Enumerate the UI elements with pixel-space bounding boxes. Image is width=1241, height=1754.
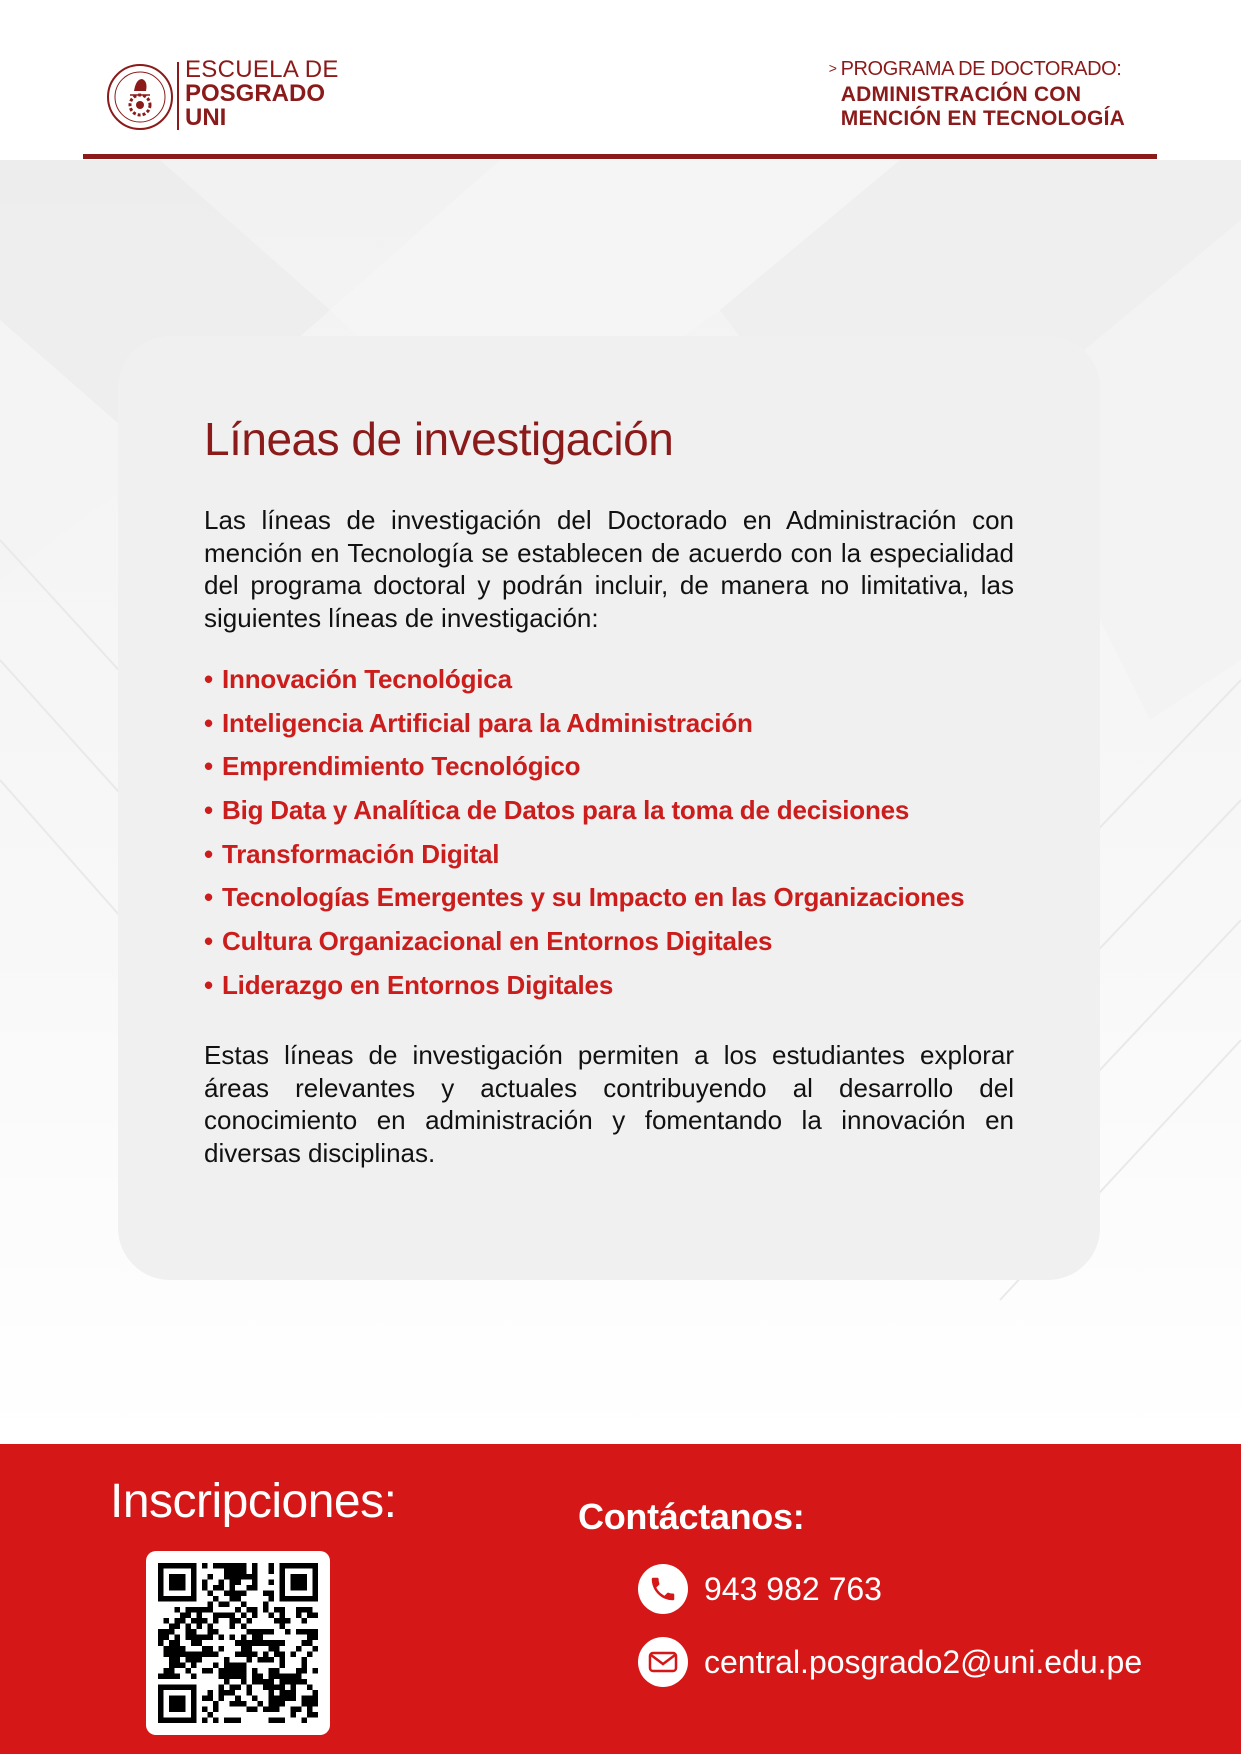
program-title-block [829,58,1125,131]
header [0,0,1241,160]
list-item: • Inteligencia Artificial para la Administración [204,702,964,746]
list-item: • Innovación Tecnológica [204,658,964,702]
logo-line-2: POSGRADO [185,80,326,107]
intro-paragraph: Las líneas de investigación del Doctorado en Administración con mención en Tecnología se establecen de acuerdo con la especialidad del programa doctoral y podrán incluir, de manera no limitativa, las siguientes líneas de investigación: [204,505,1014,633]
mail-icon [638,1637,688,1687]
footer [0,1444,1241,1754]
qr-code-icon [158,1563,318,1723]
list-item: • Cultura Organizacional en Entornos Digitales [204,920,964,964]
inscriptions-title: Inscripciones: [110,1475,397,1528]
phone-number: 943 982 763 [704,1570,882,1607]
list-item: • Big Data y Analítica de Datos para la toma de decisiones [204,789,964,833]
uni-seal-icon [106,57,174,137]
program-title-line-2: MENCIÓN EN TECNOLOGÍA [840,107,1125,130]
list-item: • Tecnologías Emergentes y su Impacto en las Organizaciones [204,876,964,920]
research-lines-list [204,658,964,1008]
phone-contact[interactable] [638,1564,882,1614]
bullet-icon: • [204,969,213,1000]
contact-title: Contáctanos: [578,1496,805,1537]
research-lines-card [118,336,1100,1280]
closing-paragraph: Estas líneas de investigación permiten a los estudiantes explorar áreas relevantes y actuales contribuyendo al desarrollo del conocimiento en administración y fomentando la innovación en diversas disciplinas. [204,1040,1014,1168]
bullet-icon: • [204,707,213,738]
bullet-icon: • [204,882,213,913]
list-item: • Liderazgo en Entornos Digitales [204,964,964,1008]
header-divider [83,154,1157,159]
program-prefix-text: PROGRAMA DE DOCTORADO: [840,58,1122,80]
program-prefix [829,58,1125,81]
qr-code[interactable] [146,1551,330,1735]
list-item: • Transformación Digital [204,833,964,877]
whatsapp-icon [638,1564,688,1614]
chevron-right-icon: > [828,60,837,76]
school-logo-text [185,58,339,130]
email-address: central.posgrado2@uni.edu.pe [704,1643,1143,1680]
bullet-icon: • [204,926,213,957]
card-title: Líneas de investigación [204,413,674,465]
logo-divider [177,62,179,130]
logo-line-1: ESCUELA DE [185,56,339,83]
list-item: • Emprendimiento Tecnológico [204,745,964,789]
bullet-icon: • [204,664,213,694]
bullet-icon: • [204,795,213,826]
bullet-icon: • [204,838,213,869]
email-contact[interactable] [638,1637,1143,1687]
program-title-line-1: ADMINISTRACIÓN CON [840,83,1082,106]
logo-line-3: UNI [185,104,227,131]
bullet-icon: • [204,751,213,782]
